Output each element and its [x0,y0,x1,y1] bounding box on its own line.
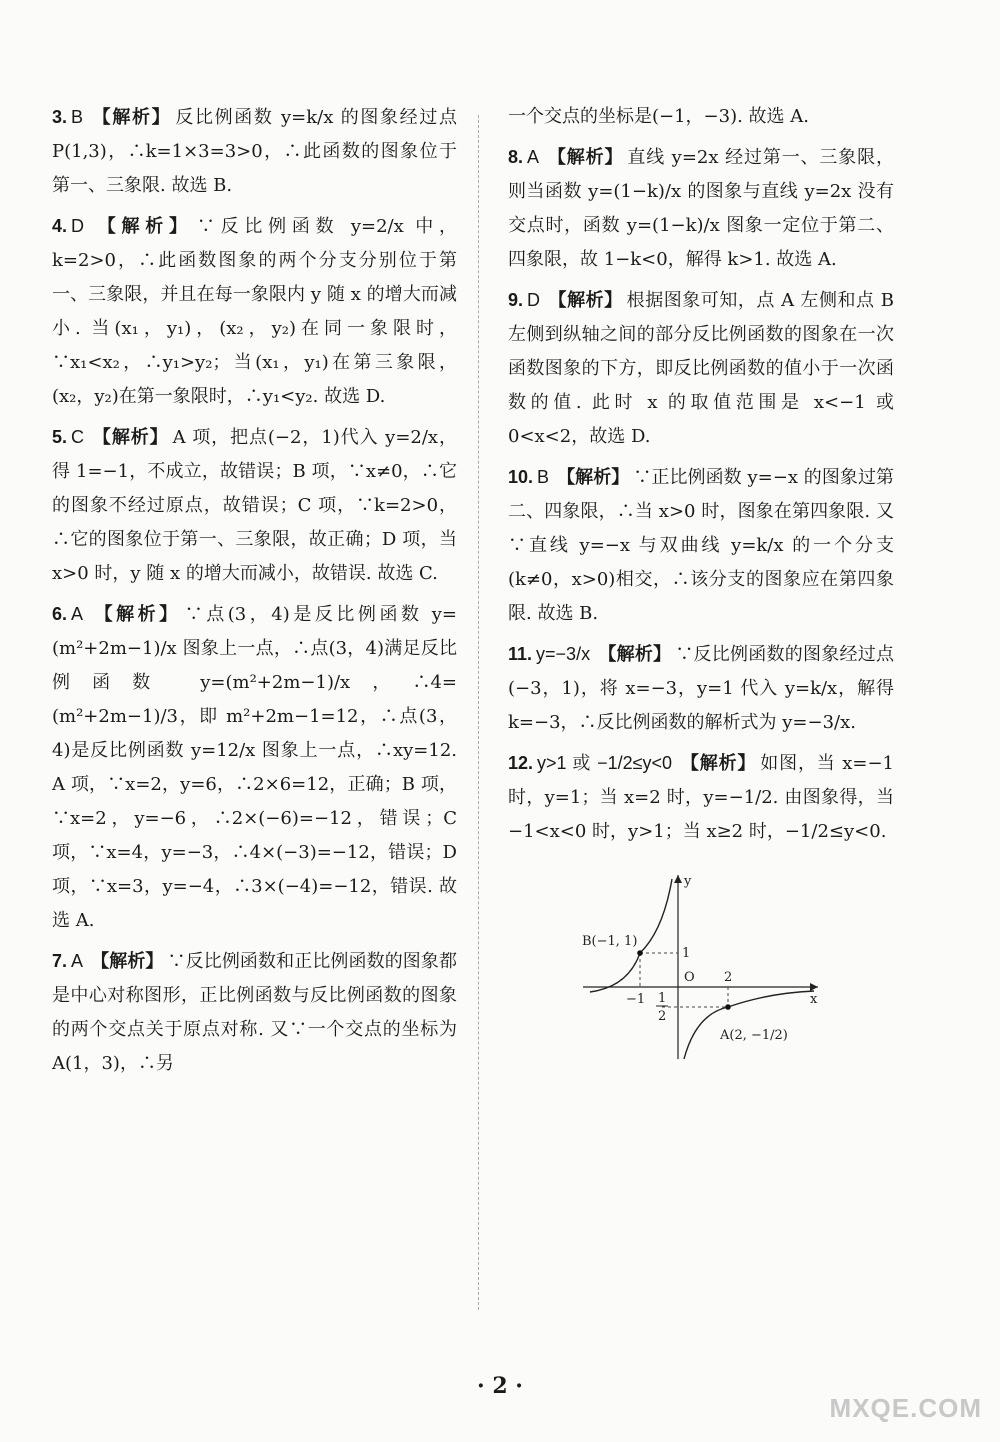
item-answer: D [71,216,85,236]
analysis-tag: 【解析】 [92,216,193,237]
item-text: 一个交点的坐标是(−1，−3). 故选 A. [508,106,809,127]
tick-x-2: 2 [724,970,733,985]
item-text: ∵反比例函数的图象经过点(−3，1)，将 x=−3，y=1 代入 y=k/x，解得 k=−3，∴反比例函数的解析式为 y=−3/x. [508,644,895,733]
item-answer: D [527,290,541,310]
item-number: 3. [52,107,68,127]
answer-item-5 [52,420,457,591]
item-answer: A [527,147,540,167]
analysis-tag: 【解析】 [91,951,164,972]
point-a [725,1004,731,1010]
x-axis-arrow [810,983,818,991]
answer-item-9 [508,283,894,454]
item-answer: y=−3/x [536,644,591,664]
answer-item-10 [508,460,894,631]
item-number: 10. [508,467,534,487]
item-answer: y>1 或 −1/2≤y<0 [537,753,673,773]
item-number: 4. [52,216,68,236]
analysis-tag: 【解析】 [548,290,623,311]
item-text: 根据图象可知，点 A 左侧和点 B 左侧到纵轴之间的部分反比例函数的图象在一次函数图象的下方，即反比例函数的值小于一次函数的值. 此时 x 的取值范围是 x<−1 或 0<x<2，故选 D. [508,290,895,447]
item-answer: B [537,467,550,487]
item-number: 7. [52,951,68,971]
tick-x-neg1: −1 [626,992,646,1007]
item-text: ∵反比例函数和正比例函数的图象都是中心对称图形，正比例函数与反比例函数的图象的两个交点关于原点对称. 又∵一个交点的坐标为 A(1，3)，∴另 [52,951,458,1074]
origin-label: O [684,970,695,985]
column-divider [478,115,479,1310]
page-number: · 2 · [477,1373,523,1399]
analysis-tag: 【解析】 [91,604,181,625]
item-text: ∵点(3，4)是反比例函数 y=(m²+2m−1)/x 图象上一点，∴点(3，4)满足反比例函数 y=(m²+2m−1)/x，∴4=(m²+2m−1)/3，即 m²+2m−1=12，∴点(3，4)是反比例函数 y=12/x 图象上一点，∴xy=12. A 项，∵x=2，y=6，∴2×6=12，正确；B 项，∵x=2，y=−6，∴2×(−6)=−12，错误；C 项，∵x=4，y=−3，∴4×(−3)=−12，错误；D 项，∵x=3，y=−4，∴3×(−4)=−12，错误. 故选 A. [52,604,458,931]
item-text: 反比例函数 y=k/x 的图象经过点 P(1,3)，∴k=1×3=3>0，∴此函数的图象位于第一、三象限. 故选 B. [52,107,457,196]
item-number: 8. [508,147,524,167]
answer-item-6 [52,597,457,938]
item-answer: A [71,951,84,971]
analysis-tag: 【解析】 [598,644,672,665]
answer-item-11 [508,637,894,740]
item-text: ∵正比例函数 y=−x 的图象过第二、四象限，∴当 x>0 时，图象在第四象限. 又∵直线 y=−x 与双曲线 y=k/x 的一个分支(k≠0，x>0)相交，∴该分支的图象应在第四象限. 故选 B. [508,467,895,624]
y-axis-label: y [684,874,692,889]
watermark: MXQE.COM [829,1393,982,1423]
item-number: 6. [52,604,68,624]
point-b [637,950,643,956]
answer-item-4 [52,209,457,414]
item-text: ∵反比例函数 y=2/x 中，k=2>0，∴此函数图象的两个分支分别位于第一、三象限，并且在每一象限内 y 随 x 的增大而减小. 当(x₁，y₁)，(x₂，y₂)在同一象限时，∵x₁<x₂，∴y₁>y₂；当(x₁，y₁)在第三象限，(x₂，y₂)在第一象限时，∴y₁<y₂. 故选 D. [52,216,457,407]
hyperbola-branch-right [684,991,814,1059]
tick-half-numerator: 1 [658,991,667,1006]
answer-item-8 [508,140,894,277]
tick-y-1: 1 [682,946,691,961]
point-a-label: A(2, −1/2) [720,1028,788,1043]
analysis-tag: 【解析】 [547,147,624,168]
item-number: 12. [508,753,534,773]
y-axis-arrow [674,875,682,883]
analysis-tag: 【解析】 [680,753,757,774]
item-number: 11. [508,644,533,664]
analysis-tag: 【解析】 [91,107,172,128]
item-answer: A [71,604,84,624]
analysis-tag: 【解析】 [557,467,630,488]
item-text: A 项，把点(−2，1)代入 y=2/x，得 1=−1，不成立，故错误；B 项，∵x≠0，∴它的图象不经过原点，故错误；C 项，∵k=2>0，∴它的图象位于第一、三象限，故正确；D 项，当 x>0 时，y 随 x 的增大而减小，故错误. 故选 C. [52,427,457,584]
function-graph [578,869,828,1064]
answer-item-7 [52,944,457,1081]
item-number: 9. [508,290,524,310]
item-answer: C [71,427,85,447]
item-text: 直线 y=2x 经过第一、三象限，则当函数 y=(1−k)/x 的图象与直线 y=2x 没有交点时，函数 y=(1−k)/x 图象一定位于第二、四象限，故 1−k<0，解得 k>1. 故选 A. [508,147,895,270]
tick-half-denominator: 2 [658,1009,667,1024]
right-column [508,100,894,1064]
answer-item-7-continued [508,100,894,134]
item-text: 如图，当 x=−1 时，y=1；当 x=2 时，y=−1/2. 由图象得，当 −1<x<0 时，y>1；当 x≥2 时，−1/2≤y<0. [508,753,894,842]
answer-item-12 [508,746,894,849]
left-column [52,100,457,1087]
x-axis-label: x [810,992,818,1007]
item-number: 5. [52,427,68,447]
item-answer: B [71,107,84,127]
analysis-tag: 【解析】 [92,427,169,448]
point-b-label: B(−1, 1) [582,934,638,949]
answer-item-3 [52,100,457,203]
